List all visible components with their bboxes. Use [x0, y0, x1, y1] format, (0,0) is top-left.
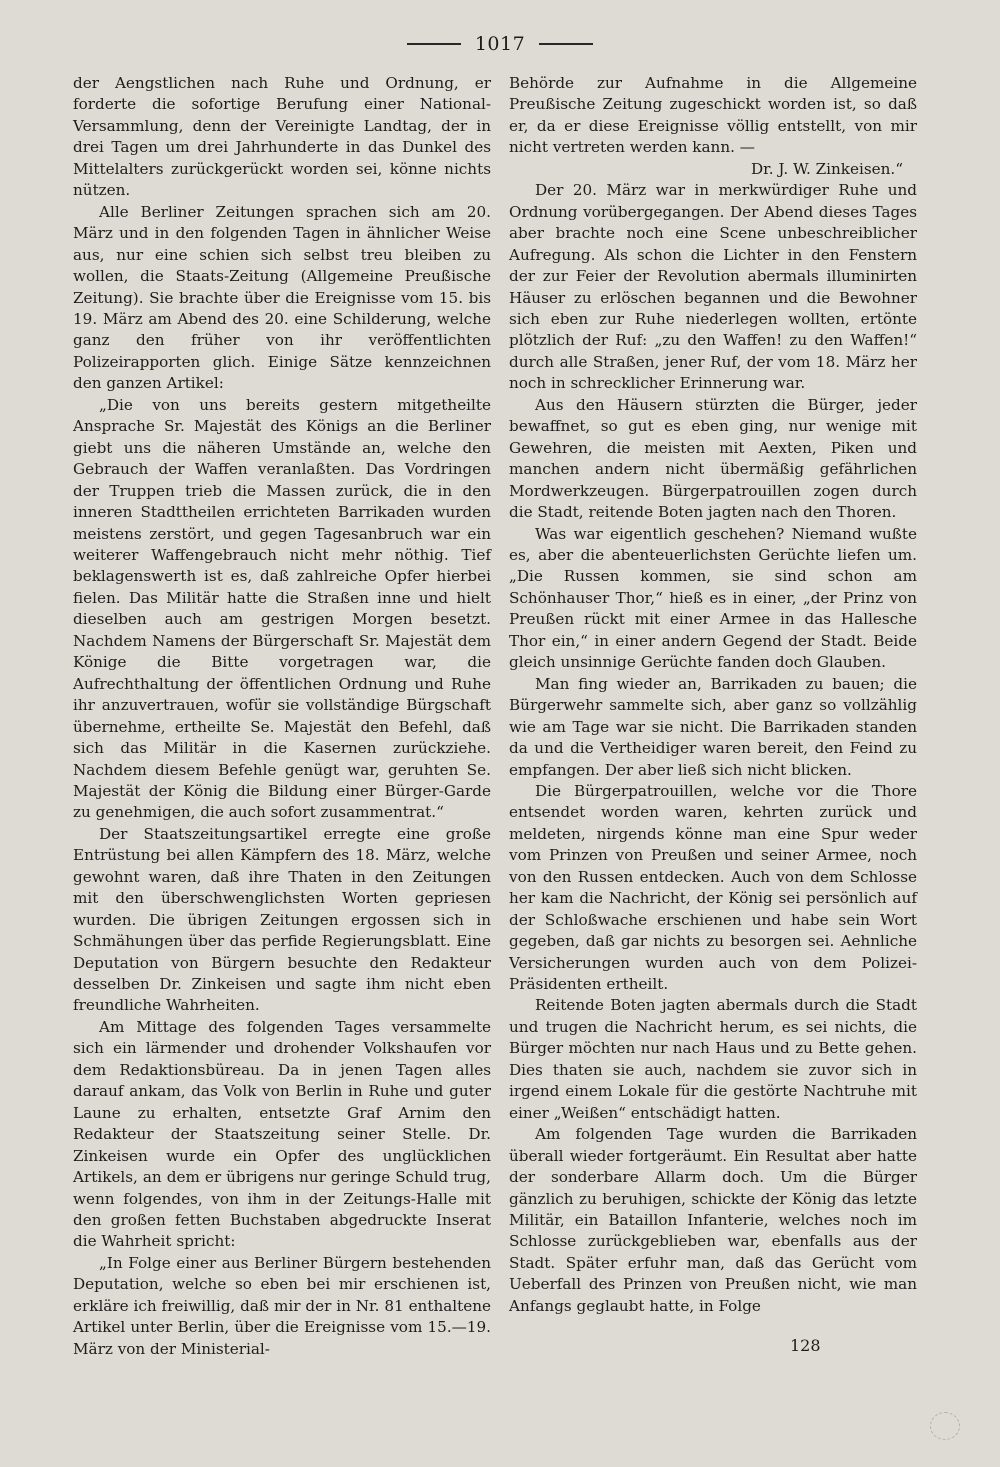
paragraph: Alle Berliner Zeitungen sprachen sich am 20. März und in den folgenden Tagen in ähnlicher Weise aus, nur eine schien sich selbst treu bleiben zu wollen, die Staats-Zeitung (Allgemeine Preußische Zeitung). Sie brachte über die Ereignisse vom 15. bis 19. März am Abend des 20. eine Schilderung, welche ganz den früher von ihr veröffentlichten Polizeirapporten glich. Einige Sätze kennzeichnen den ganzen Artikel:	[73, 202, 491, 393]
page-number: 1017	[474, 33, 526, 55]
signature-mark: 128	[790, 1336, 821, 1355]
page-header	[0, 31, 1000, 57]
paragraph: „In Folge einer aus Berliner Bürgern bestehenden Deputation, welche so eben bei mir erschienen ist, erkläre ich freiwillig, daß mir der in Nr. 81 enthaltene Artikel unter Berlin, über die Ereignisse vom 15.—19. März von der Ministerial-	[73, 1253, 491, 1358]
paragraph: Am folgenden Tage wurden die Barrikaden überall wieder fortgeräumt. Ein Resultat aber hatte der sonderbare Allarm doch. Um die Bürger gänzlich zu beruhigen, schickte der König das letzte Militär, ein Bataillon Infanterie, welches noch im Schlosse zurückgeblieben war, ebenfalls aus der Stadt. Später erfuhr man, daß das Gerücht vom Ueberfall des Prinzen von Preußen nicht, wie man Anfangs geglaubt hatte, in Folge	[509, 1125, 917, 1315]
paragraph: „Die von uns bereits gestern mitgetheilte Ansprache Sr. Majestät des Königs an die Berliner giebt uns die näheren Umstände an, welche den Gebrauch der Waffen veranlaßten. Das Vordringen der Truppen trieb die Massen zurück, die in den inneren Stadttheilen errichteten Barrikaden wurden meistens zerstört, und gegen Tagesanbruch war ein weiterer Waffengebrauch nicht mehr nöthig. Tief beklagenswerth ist es, daß zahlreiche Opfer hierbei fielen. Das Militär hatte die Straßen inne und hielt dieselben auch am gestrigen Morgen besetzt. Nachdem Namens der Bürgerschaft Sr. Majestät dem Könige die Bitte vorgetragen war, die Aufrechthaltung der öffentlichen Ordnung und Ruhe ihr anzuvertrauen, wofür sie vollständige Bürgschaft übernehme, ertheilte Se. Majestät den Befehl, daß sich das Militär in die Kasernen zurückziehe. Nachdem diesem Befehle genügt war, geruhten Se. Majestät der König die Bildung einer Bürger-Garde zu genehmigen, die auch sofort zusammentrat.“	[73, 395, 491, 822]
paragraph: Reitende Boten jagten abermals durch die Stadt und trugen die Nachricht herum, es sei nichts, die Bürger möchten nur nach Haus und zu Bette gehen. Dies thaten sie auch, nachdem sie zuvor sich in irgend einem Lokale für die gestörte Nachtruhe mit einer „Weißen“ entschädigt hatten.	[509, 996, 917, 1122]
header-rule-left	[407, 43, 461, 45]
paragraph: Der 20. März war in merkwürdiger Ruhe und Ordnung vorübergegangen. Der Abend dieses Tages aber brachte noch eine Scene unbeschreiblicher Aufregung. Als schon die Lichter in den Fenstern der zur Feier der Revolution abermals illuminirten Häuser zu erlöschen begannen und die Bewohner sich eben zur Ruhe niederlegen wollten, ertönte plötzlich der Ruf: „zu den Waffen! zu den Waffen!“ durch alle Straßen, jener Ruf, der vom 18. März her noch in schrecklicher Erinnerung war.	[509, 181, 917, 393]
paragraph: Behörde zur Aufnahme in die Allgemeine Preußische Zeitung zugeschickt worden ist, so daß er, da er diese Ereignisse völlig entstellt, von mir nicht vertreten werden kann. —	[509, 74, 917, 157]
paragraph: Was war eigentlich geschehen? Niemand wußte es, aber die abenteuerlichsten Gerüchte liefen um. „Die Russen kommen, sie sind schon am Schönhauser Thor,“ hieß es in einer, „der Prinz von Preußen rückt mit einer Armee in das Hallesche Thor ein,“ in einer andern Gegend der Stadt. Beide gleich unsinnige Gerüchte fanden doch Glauben.	[509, 524, 917, 672]
library-stamp-mark	[930, 1412, 960, 1440]
right-column	[509, 73, 917, 1317]
left-column	[73, 73, 491, 1360]
paragraph: der Aengstlichen nach Ruhe und Ordnung, er forderte die sofortige Berufung einer National-Versammlung, denn der Vereinigte Landtag, der in drei Tagen um drei Jahrhunderte in das Dunkel des Mittelalters zurückgerückt worden sei, könne nichts nützen.	[73, 74, 491, 200]
paragraph: Die Bürgerpatrouillen, welche vor die Thore entsendet worden waren, kehrten zurück und meldeten, nirgends könne man eine Spur weder vom Prinzen von Preußen und seiner Armee, noch von den Russen entdecken. Auch von dem Schlosse her kam die Nachricht, der König sei persönlich auf der Schloßwache erschienen und habe sein Wort gegeben, daß gar nichts zu besorgen sei. Aehnliche Versicherungen wurden auch von dem Polizei-Präsidenten ertheilt.	[509, 781, 917, 994]
paragraph: Am Mittage des folgenden Tages versammelte sich ein lärmender und drohender Volkshaufen vor dem Redaktionsbüreau. Da in jenen Tagen alles darauf ankam, das Volk von Berlin in Ruhe und guter Laune zu erhalten, entsetzte Graf Arnim den Redakteur der Staatszeitung seiner Stelle. Dr. Zinkeisen wurde ein Opfer des unglücklichen Artikels, an dem er übrigens nur geringe Schuld trug, wenn folgendes, von ihm in der Zeitungs-Halle mit den großen fetten Buchstaben abgedruckte Inserat die Wahrheit spricht:	[73, 1017, 491, 1251]
paragraph: Aus den Häusern stürzten die Bürger, jeder bewaffnet, so gut es eben ging, nur wenige mit Gewehren, die meisten mit Aexten, Piken und manchen andern nicht übermäßig gefährlichen Mordwerkzeugen. Bürgerpatrouillen zogen durch die Stadt, reitende Boten jagten nach den Thoren.	[509, 395, 917, 522]
header-rule-right	[539, 43, 593, 45]
paragraph: Dr. J. W. Zinkeisen.“	[751, 159, 903, 178]
paragraph: Der Staatszeitungsartikel erregte eine große Entrüstung bei allen Kämpfern des 18. März, welche gewohnt waren, daß ihre Thaten in den Zeitungen mit den überschwenglichsten Worten gepriesen wurden. Die übrigen Zeitungen ergossen sich in Schmähungen über das perfide Regierungsblatt. Eine Deputation von Bürgern besuchte den Redakteur desselben Dr. Zinkeisen und sagte ihm nicht eben freundliche Wahrheiten.	[73, 824, 491, 1015]
paragraph: Man fing wieder an, Barrikaden zu bauen; die Bürgerwehr sammelte sich, aber ganz so vollzählig wie am Tage war sie nicht. Die Barrikaden standen da und die Vertheidiger waren bereit, den Feind zu empfangen. Der aber ließ sich nicht blicken.	[509, 674, 917, 779]
